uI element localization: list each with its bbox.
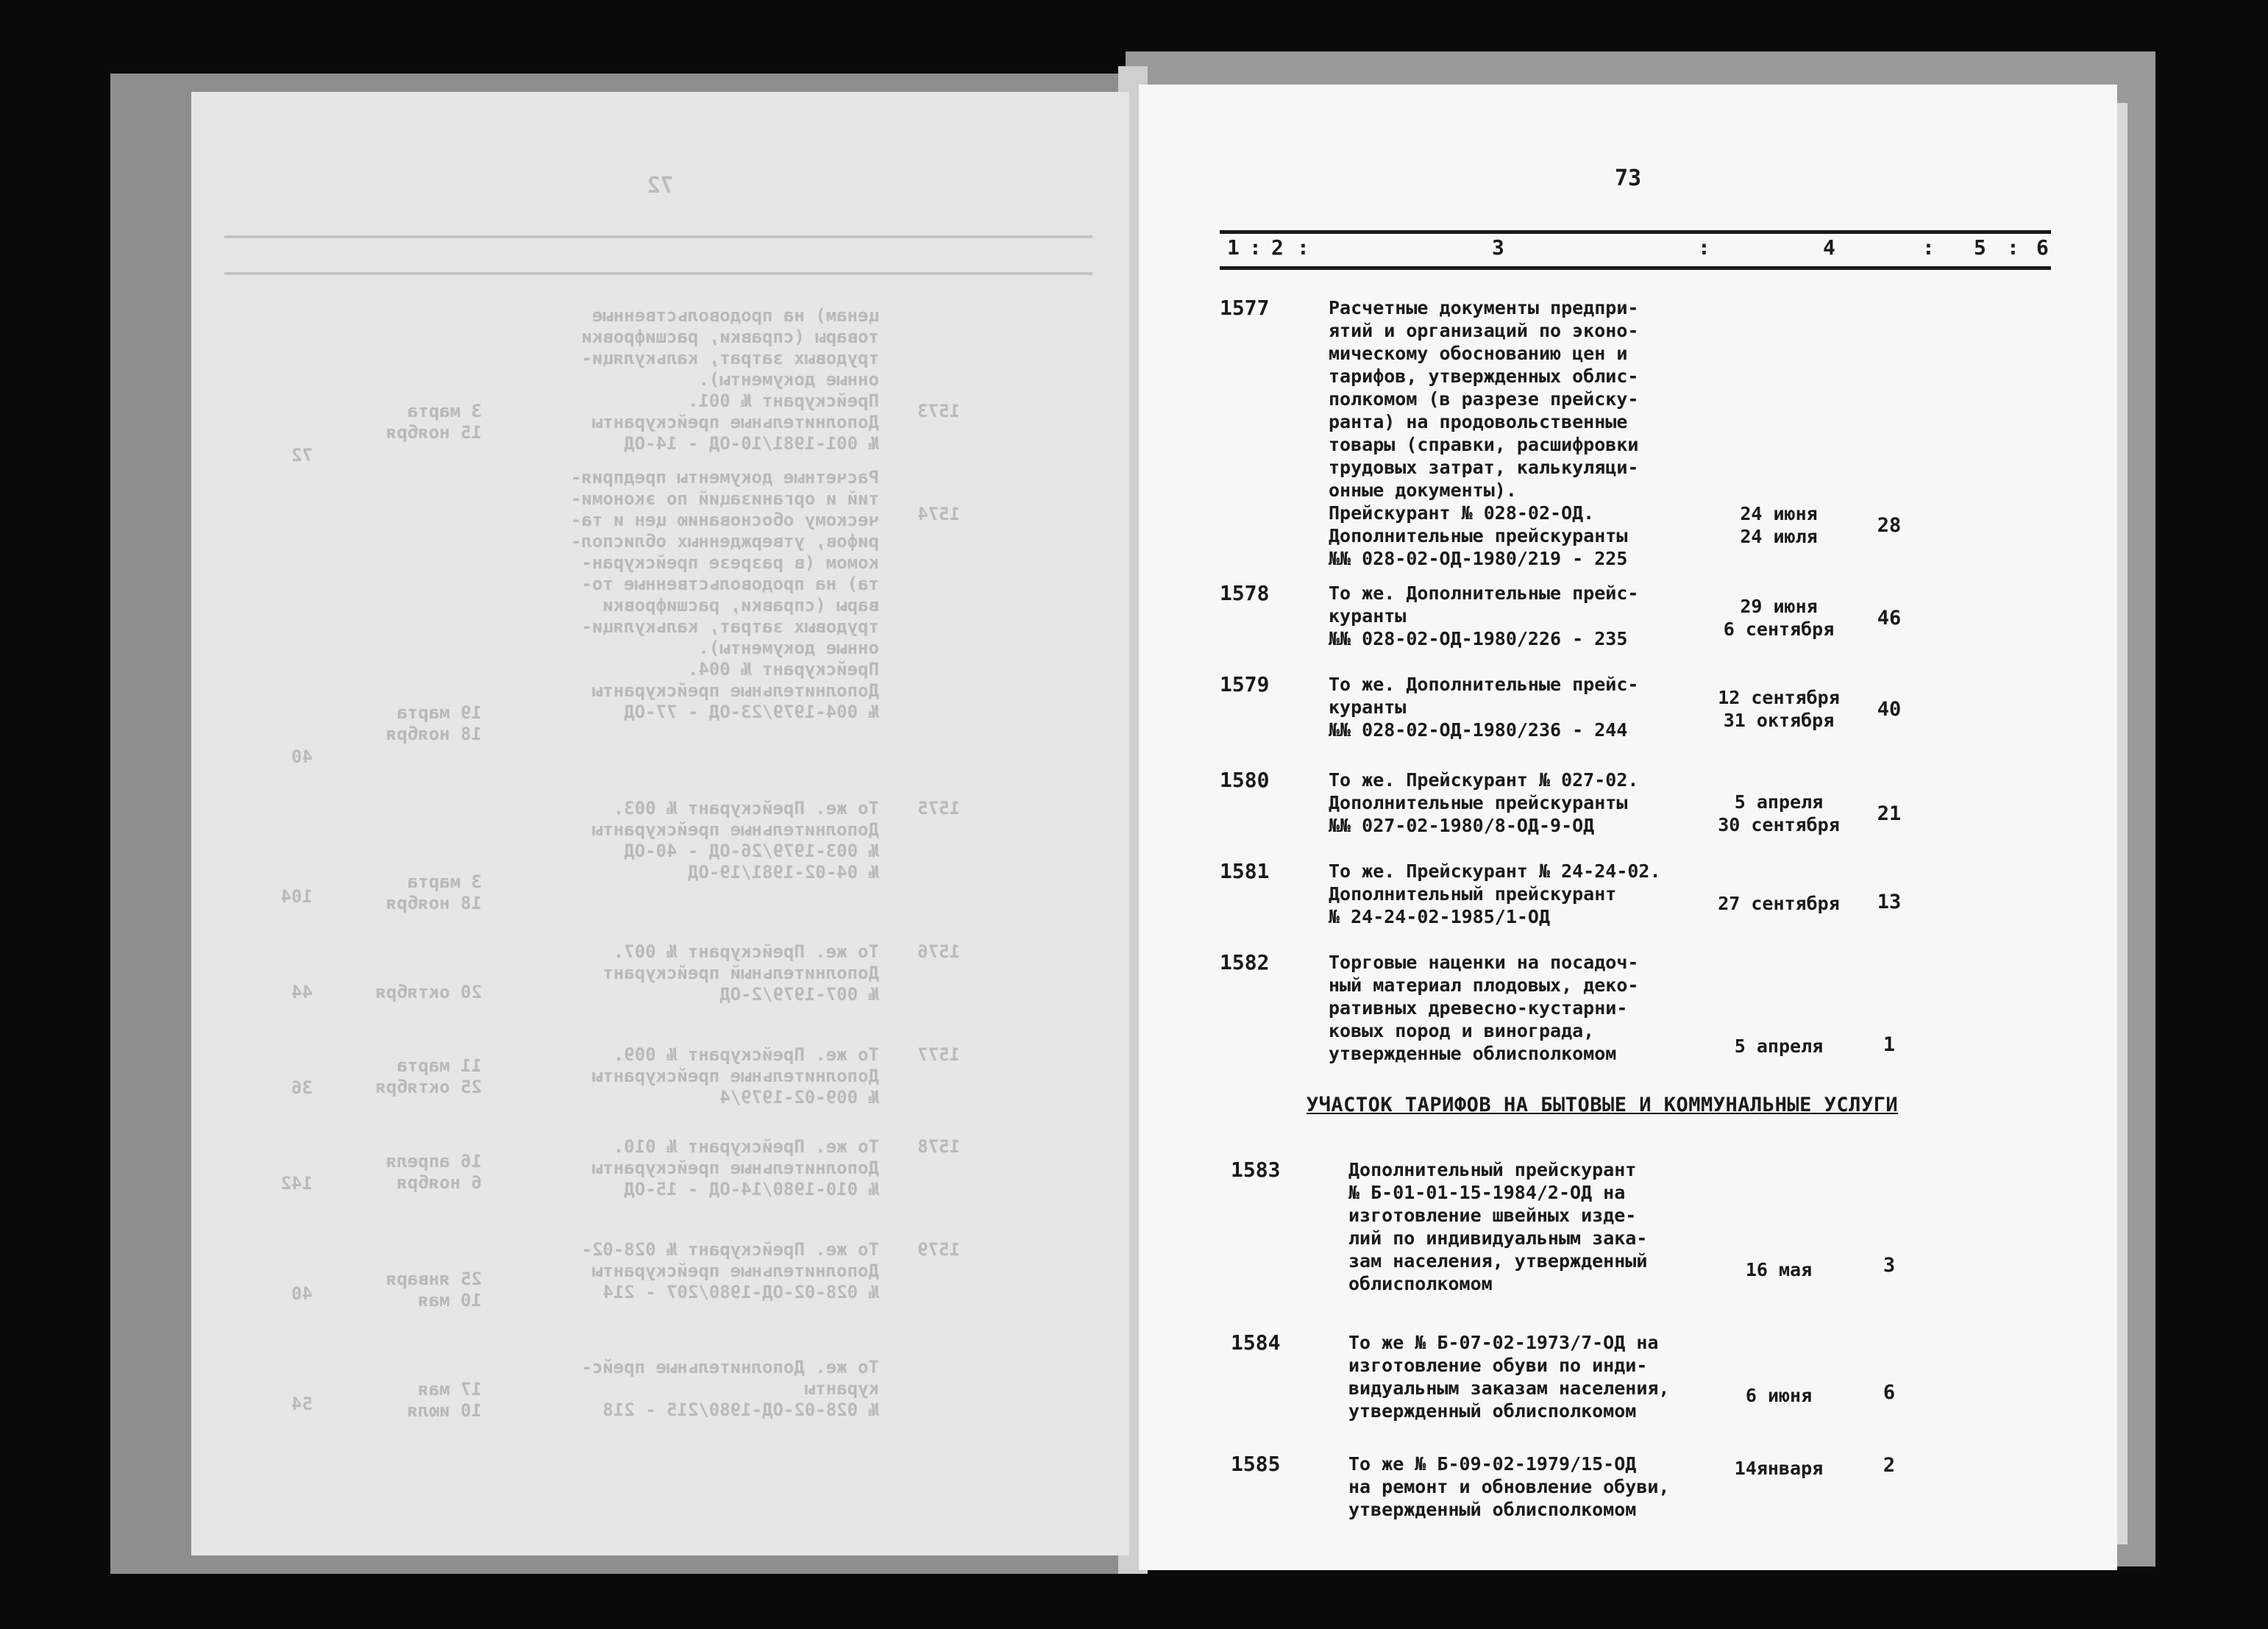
ghost-block: То же. Прейскурант № 028-02- Дополнительные прейскуранты № 028-02-ОД-1980/207 - 214 [581,1239,879,1302]
record-description: То же. Прейскурант № 027-02. Дополнительные прейскуранты №№ 027-02-1980/8-ОД-9-ОД [1329,769,1639,836]
record-description: Расчетные документы предпри- ятий и организаций по эконо- мическому обоснованию цен и тарифов, утвержденных облис- полкомом (в разрезе прейску- ранта) на продовольственные товары (справки, расшифровки трудовых затрат, калькуляци- онные документы). Прейскурант № 028-02-ОД. Дополнительные прейскуранты №№ 028-02-ОД-1980/219 - 225 [1329,297,1639,569]
record-dates: 5 апреля [1734,1035,1824,1057]
ghost-block: Расчетные документы предприя- тий и организаций по экономи- ческому обоснованию цен и та- рифов, утвержденных облиспол- комом (в разрезе прейскуран- та) на продовольственные то- вары (справки, расшифровки трудовых затрат, калькуляци- онные документы). Прейскурант № 004. Дополнительные прейскуранты № 004-1979/23-ОД - 77-ОД [570,467,879,722]
ghost-block: То же. Прейскурант № 010. Дополнительные прейскуранты № 010-1980/14-ОД - 15-ОД [591,1136,879,1200]
record-dates: 16 мая [1745,1259,1813,1280]
record-count: 6 [1883,1381,1896,1404]
record-count: 1 [1883,1033,1896,1056]
ghost-block: То же. Прейскурант № 007. Дополнительный прейскурант № 007-1979/2-ОД [602,941,879,1005]
col-2-header: 2 [1271,235,1284,260]
ghost-count: 142 [280,1173,313,1194]
ghost-num: 1573 [917,401,960,421]
ghost-block: То же. Дополнительные прейс- куранты № 028-02-ОД-1980/215 - 218 [581,1357,879,1420]
ghost-count: 40 [291,1283,313,1304]
record-number: 1580 [1220,768,1270,792]
col-3-header: 3 [1492,235,1504,260]
ghost-date: 16 апреля 6 ноября [385,1151,482,1193]
record-description: То же № Б-09-02-1979/15-ОД на ремонт и обновление обуви, утвержденный облисполкомом [1348,1453,1670,1520]
record-description: Дополнительный прейскурант № Б-01-01-15-1984/2-ОД на изготовление швейных изде- лий по индивидуальным зака- зам населения, утвержденный облисполкомом [1348,1159,1648,1294]
record-description: То же. Дополнительные прейс- куранты №№ 028-02-ОД-1980/226 - 235 [1329,582,1639,649]
ghost-count: 104 [280,886,313,907]
record-number: 1579 [1220,672,1270,696]
ghost-date: 17 мая 10 июля [407,1379,482,1421]
ghost-count: 54 [291,1394,313,1414]
ghost-num: 1578 [917,1136,960,1157]
ghost-num: 1579 [917,1239,960,1260]
record-dates: 5 апреля 30 сентября [1718,791,1840,835]
col-sep: : [1249,235,1262,260]
record-dates: 27 сентября [1718,893,1840,914]
record-count: 40 [1877,698,1902,721]
record-dates: 12 сентября 31 октября [1718,687,1840,731]
ghost-block: То же. Прейскурант № 003. Дополнительные прейскуранты № 003-1979/26-ОД - 40-ОД № 04-02-1981/19-ОД [591,798,879,883]
ghost-num: 1576 [917,941,960,962]
ghost-count: 40 [291,746,313,767]
ghost-count: 44 [291,982,313,1002]
ghost-date: 25 января 10 мая [385,1269,482,1311]
record-number: 1581 [1220,859,1270,883]
right-page [1139,85,2117,1570]
record-number: 1578 [1220,581,1270,605]
ghost-num: 1574 [917,504,960,524]
left-header-rule-bottom [224,272,1092,275]
ghost-date: 3 марта 15 ноября [385,401,482,443]
record-number: 1577 [1220,296,1270,320]
ghost-date: 20 октября [375,982,482,1002]
col-6-header: 6 [2036,235,2049,260]
record-count: 46 [1877,607,1902,630]
left-page-mirrored-content [191,92,1129,1555]
col-4-header: 4 [1823,235,1835,260]
record-dates: 6 июня [1745,1385,1813,1406]
section-heading: УЧАСТОК ТАРИФОВ НА БЫТОВЫЕ И КОММУНАЛЬНЫЕ УСЛУГИ [1306,1094,1899,1116]
left-page-number: 72 [647,173,674,199]
record-dates: 29 июня 6 сентября [1723,596,1835,640]
record-description: То же. Прейскурант № 24-24-02. Дополнительный прейскурант № 24-24-02-1985/1-ОД [1329,860,1661,927]
left-header-rule [224,235,1092,238]
col-1-header: 1 [1227,235,1240,260]
record-count: 3 [1883,1254,1896,1277]
ghost-block: То же. Прейскурант № 009. Дополнительные прейскуранты № 009-02-1979/4 [591,1044,879,1108]
record-description: То же № Б-07-02-1973/7-ОД на изготовление обуви по инди- видуальным заказам населения, утвержденный облисполкомом [1348,1332,1670,1422]
record-count: 28 [1877,514,1902,537]
column-header-row [1220,235,2051,265]
col-sep: : [1698,235,1710,260]
record-number: 1583 [1231,1158,1281,1182]
ghost-date: 11 марта 25 октября [375,1055,482,1097]
record-count: 13 [1877,891,1902,913]
page-number: 73 [1614,165,1642,191]
ghost-count: 72 [291,445,313,466]
left-page [191,92,1129,1555]
col-sep: : [2007,235,2019,260]
record-number: 1585 [1231,1452,1281,1476]
header-rule-top [1220,230,2051,234]
record-number: 1582 [1220,950,1270,974]
ghost-num: 1577 [917,1044,960,1065]
ghost-num: 1575 [917,798,960,819]
col-sep: : [1922,235,1935,260]
ghost-count: 36 [291,1077,313,1098]
record-description: Торговые наценки на посадоч- ный материал плодовых, деко- ративных древесно-кустарни- ковых пород и винограда, утвержденные облисполкомом [1329,952,1639,1064]
record-number: 1584 [1231,1330,1281,1355]
col-sep: : [1297,235,1309,260]
col-5-header: 5 [1974,235,1986,260]
ghost-date: 19 марта 18 ноября [385,702,482,744]
record-count: 2 [1883,1454,1896,1477]
record-description: То же. Дополнительные прейс- куранты №№ 028-02-ОД-1980/236 - 244 [1329,674,1639,741]
record-dates: 24 июня 24 июля [1740,503,1818,547]
ghost-block: ценам) на продовольственные товары (справки, расшифровки трудовых затрат, калькуляци- онные документы). Прейскурант № 001. Дополнительные прейскуранты № 001-1981/10-ОД - 14-ОД [581,305,879,454]
ghost-date: 3 марта 18 ноября [385,871,482,913]
record-dates: 14января [1734,1458,1824,1479]
record-count: 21 [1877,802,1902,825]
header-rule-bottom [1220,266,2051,270]
